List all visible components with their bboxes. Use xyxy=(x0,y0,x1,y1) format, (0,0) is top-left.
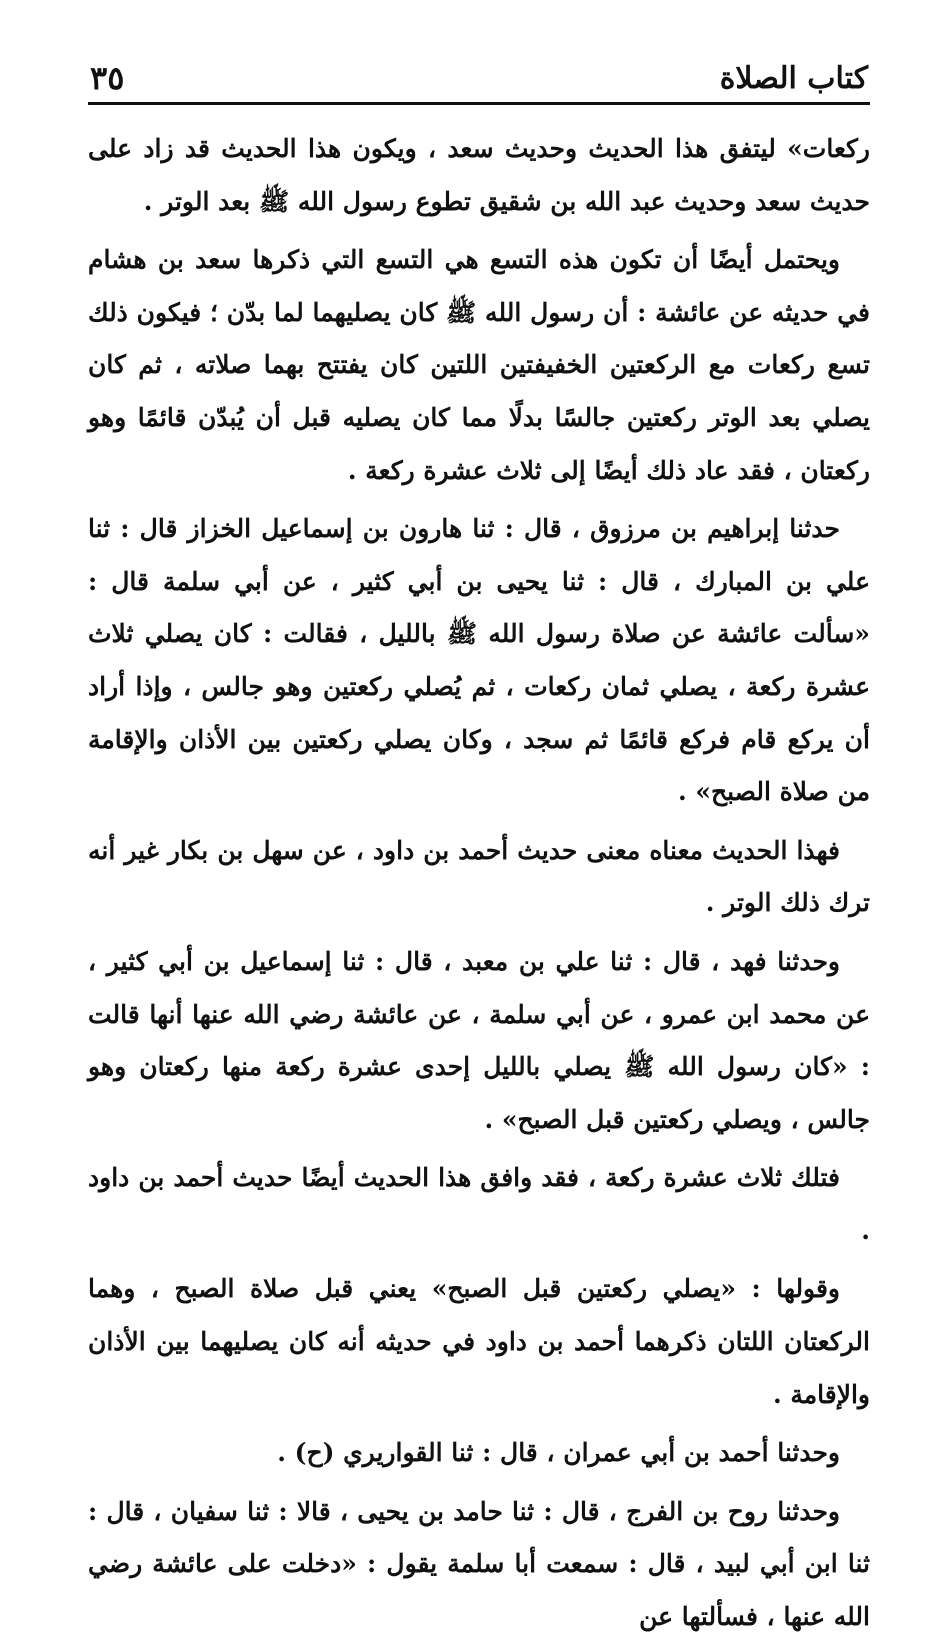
running-header xyxy=(88,44,870,98)
chapter-title: كتاب الصلاة xyxy=(719,61,868,96)
header-divider xyxy=(88,102,870,105)
page-body xyxy=(88,123,870,1644)
book-page xyxy=(88,44,870,1632)
page-number: ٣٥ xyxy=(90,59,125,97)
paragraph-6: فتلك ثلاث عشرة ركعة ، فقد وافق هذا الحديث أيضًا حديث أحمد بن داود . xyxy=(88,1163,870,1245)
paragraph-4: فهذا الحديث معناه معنى حديث أحمد بن داود ، عن سهل بن بكار غير أنه ترك ذلك الوتر . xyxy=(88,835,870,918)
paragraph-7: وقولها : «يصلي ركعتين قبل الصبح» يعني قبل صلاة الصبح ، وهما الركعتان اللتان ذكرهما أحمد بن داود في حديثه أنه كان يصليهما بين الأذان والإقامة . xyxy=(88,1274,870,1409)
paragraph-3: حدثنا إبراهيم بن مرزوق ، قال : ثنا هارون بن إسماعيل الخزاز قال : ثنا علي بن المبارك ، قال : ثنا يحيى بن أبي كثير ، عن أبي سلمة قال : «سألت عائشة عن صلاة رسول الله ﷺ بالليل ، فقالت : كان يصلي ثلاث عشرة ركعة ، يصلي ثمان ركعات ، ثم يُصلي ركعتين وهو جالس ، وإذا أراد أن يركع قام فركع قائمًا ثم سجد ، وكان يصلي ركعتين بين الأذان والإقامة من صلاة الصبح» . xyxy=(88,514,870,807)
paragraph-9: وحدثنا روح بن الفرج ، قال : ثنا حامد بن يحيى ، قالا : ثنا سفيان ، قال : ثنا ابن أبي لبيد ، قال : سمعت أبا سلمة يقول : «دخلت على عائشة رضي الله عنها ، فسألتها عن xyxy=(88,1496,870,1632)
paragraph-2: ويحتمل أيضًا أن تكون هذه التسع هي التسع التي ذكرها سعد بن هشام في حديثه عن عائشة : أن رسول الله ﷺ كان يصليهما لما بدّن ؛ فيكون ذلك تسع ركعات مع الركعتين الخفيفتين اللتين كان يفتتح بهما صلاته ، ثم كان يصلي بعد الوتر ركعتين جالسًا بدلًا مما كان يصليه قبل أن يُبدّن قائمًا وهو ركعتان ، فقد عاد ذلك أيضًا إلى ثلاث عشرة ركعة . xyxy=(88,245,870,485)
paragraph-5: وحدثنا فهد ، قال : ثنا علي بن معبد ، قال : ثنا إسماعيل بن أبي كثير ، عن محمد ابن عمرو ، عن أبي سلمة ، عن عائشة رضي الله عنها أنها قالت : «كان رسول الله ﷺ يصلي بالليل إحدى عشرة ركعة منها ركعتان وهو جالس ، ويصلي ركعتين قبل الصبح» . xyxy=(88,946,870,1134)
paragraph-1: ركعات» ليتفق هذا الحديث وحديث سعد ، ويكون هذا الحديث قد زاد على حديث سعد وحديث عبد الله بن شقيق تطوع رسول الله ﷺ بعد الوتر . xyxy=(88,134,870,216)
paragraph-8: وحدثنا أحمد بن أبي عمران ، قال : ثنا القواريري (ح) . xyxy=(277,1438,840,1468)
